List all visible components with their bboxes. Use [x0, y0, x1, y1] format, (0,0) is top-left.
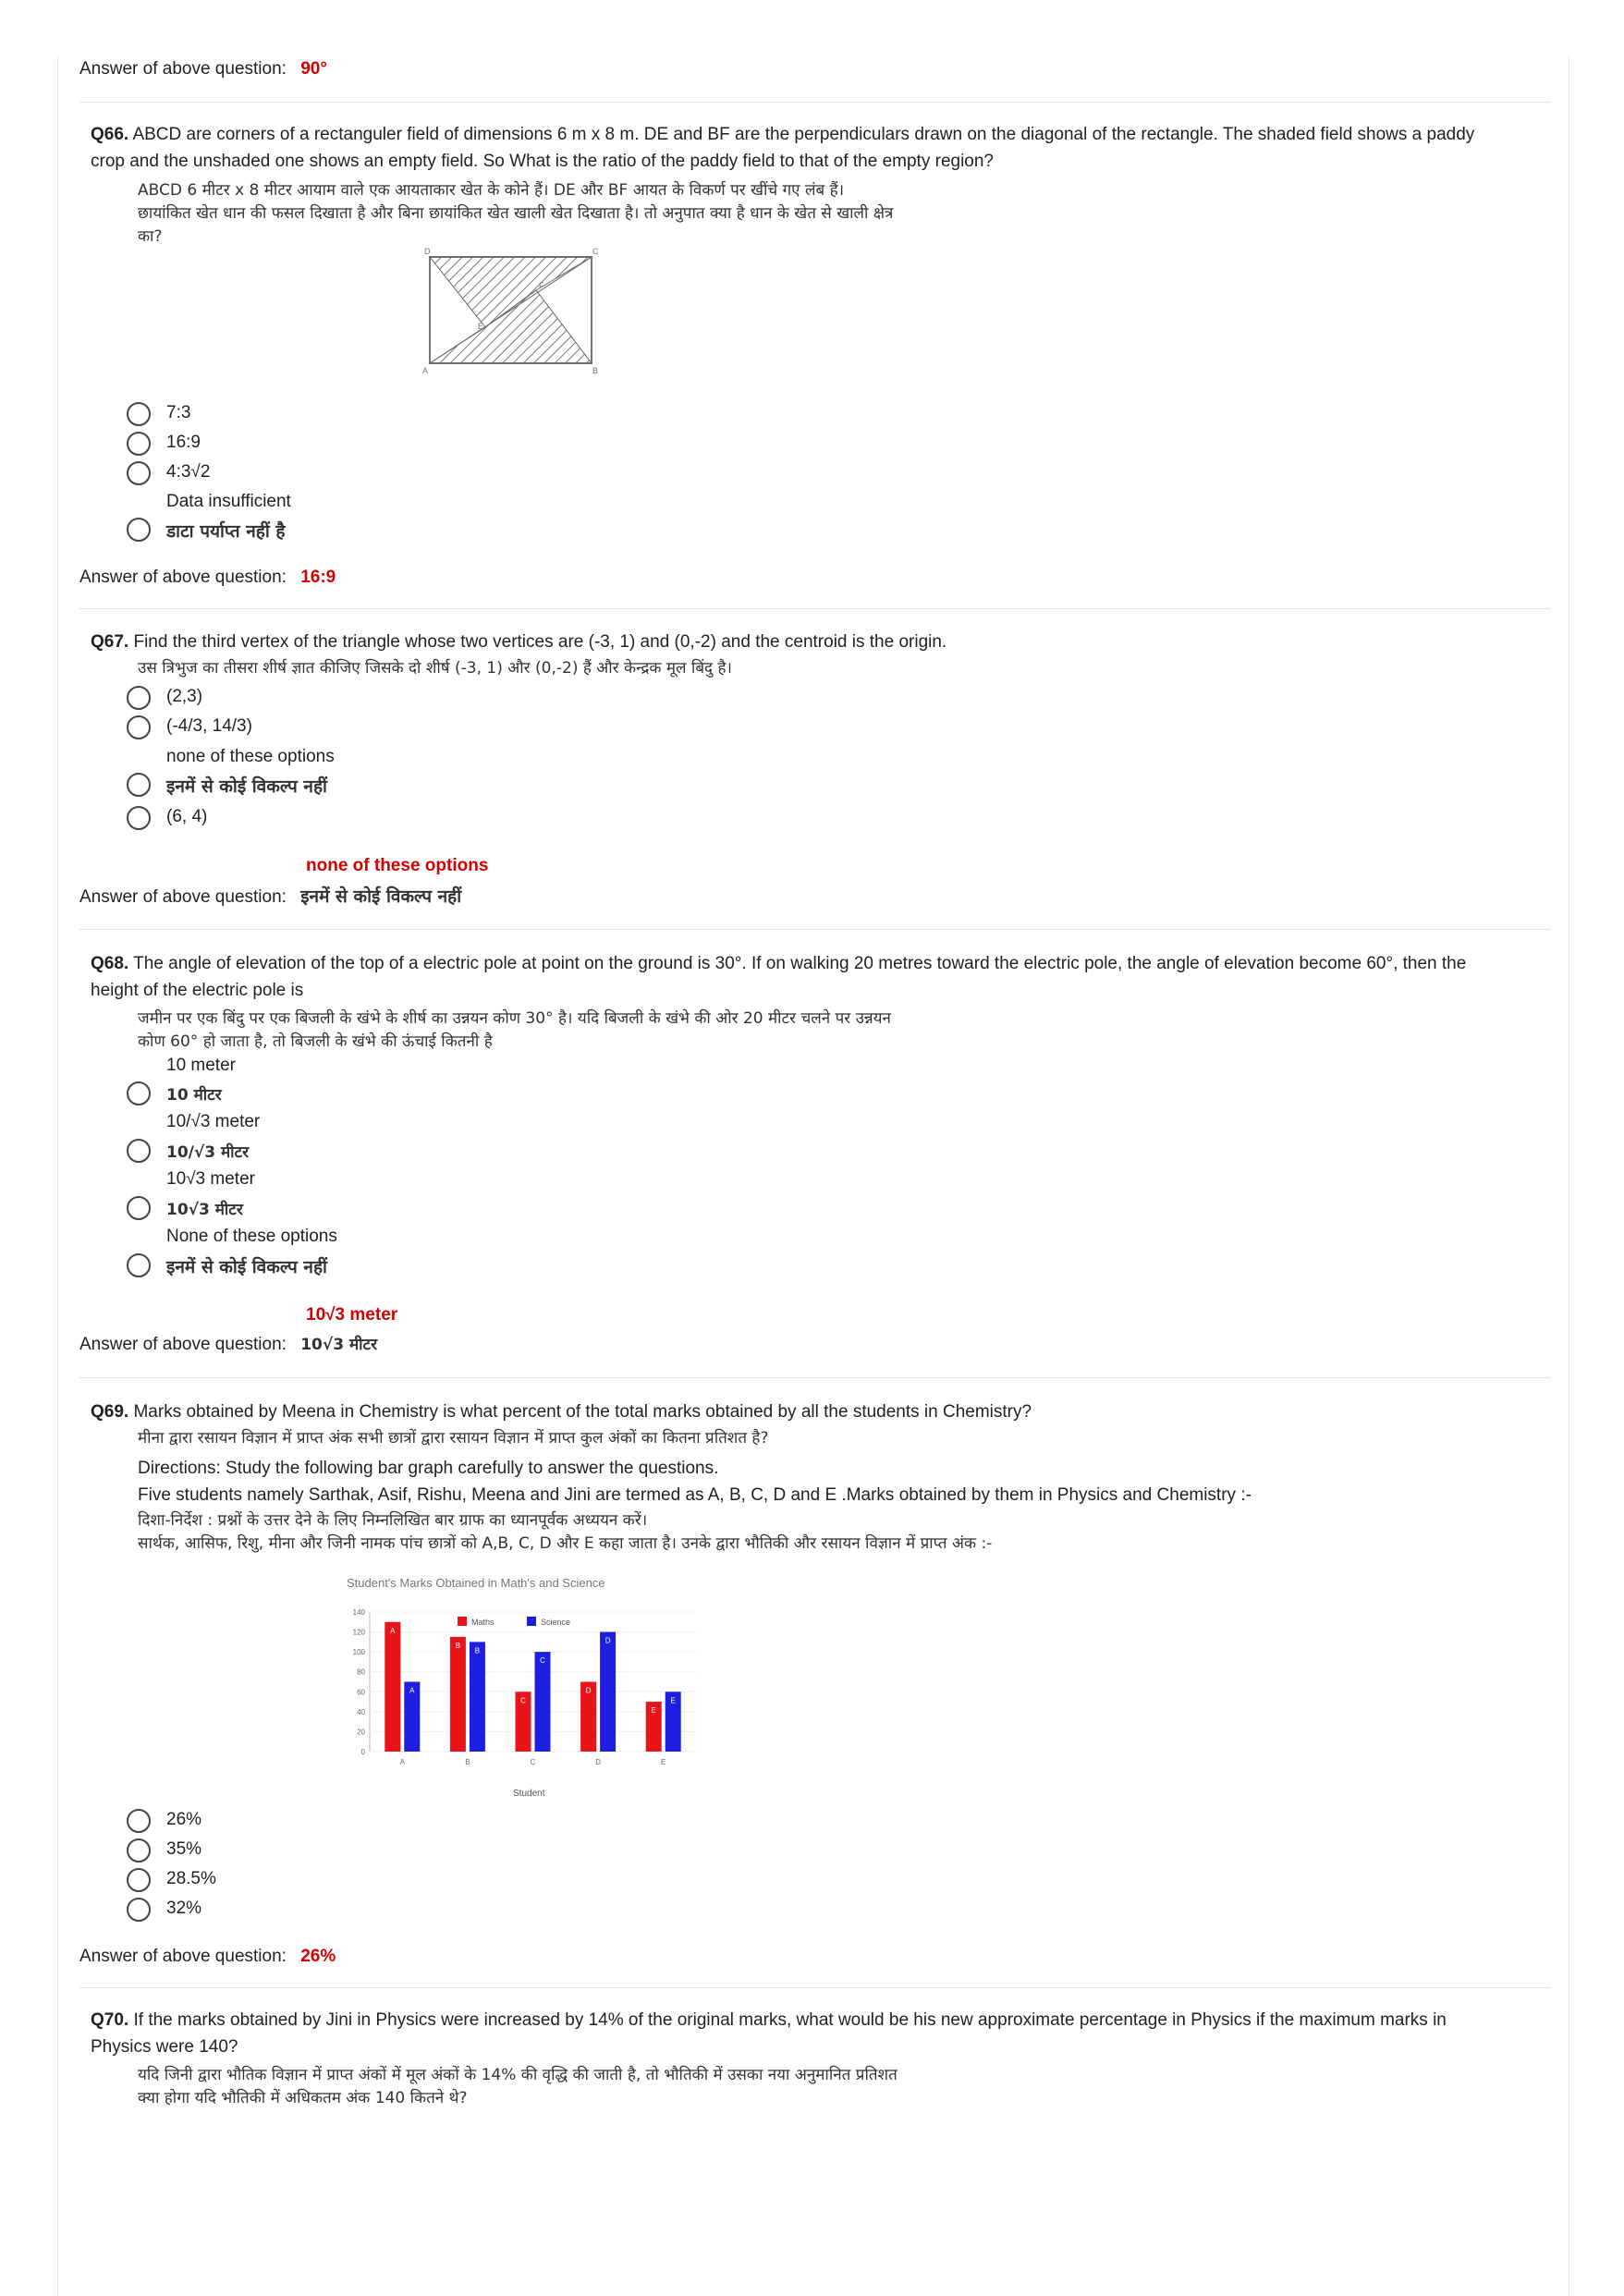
question-body: The angle of elevation of the top of a electric pole at point on the ground is 30°. If on walking 20 metres toward the electric pole, the angle of elevation become 60°, then the height of the electric pole is [91, 954, 1467, 1000]
label-d: D [424, 247, 431, 256]
answer-value: 16:9 [300, 568, 336, 587]
bar-label: A [390, 1626, 396, 1635]
q66-option-2-radio[interactable] [127, 432, 151, 456]
q69-answer [79, 1947, 336, 1967]
q68-text [91, 950, 1496, 1004]
bar-science-b [470, 1642, 485, 1752]
label-f: F [539, 281, 544, 290]
q69-directions: Directions: Study the following bar graph carefully to answer the questions. [138, 1459, 719, 1478]
bar-label: C [540, 1656, 545, 1666]
q69-option-1-radio[interactable] [127, 1809, 151, 1833]
q67-option-3: none of these options [166, 747, 335, 766]
bar-science-d [600, 1632, 616, 1752]
q68-option-7: None of these options [166, 1227, 337, 1246]
q66-option-3-radio[interactable] [127, 461, 151, 485]
x-axis-label: Student [513, 1789, 545, 1799]
label-e: E [478, 322, 484, 331]
q66-option-1-radio[interactable] [127, 402, 151, 426]
q69-option-4: 32% [166, 1899, 202, 1918]
q70-text [91, 2007, 1496, 2060]
legend-maths-label: Maths [471, 1618, 495, 1627]
answer-value: 26% [300, 1947, 336, 1966]
label-b: B [592, 366, 599, 375]
y-tick-label: 20 [357, 1728, 365, 1737]
y-tick-label: 100 [352, 1648, 365, 1657]
answer-value-hindi: इनमें से कोई विकल्प नहीं [300, 886, 462, 907]
q69-hindi-dir-2: सार्थक, आसिफ, रिशु, मीना और जिनी नामक पांच छात्रों को A,B, C, D और E कहा जाता है। उनके द्वारा भौतिकी और रसायन विज्ञान में प्राप्त अंक :- [138, 1534, 993, 1553]
question-body: Find the third vertex of the triangle whose two vertices are (-3, 1) and (0,-2) and the centroid is the origin. [133, 632, 947, 652]
answer-label: Answer of above question: [79, 1947, 287, 1966]
q67-option-2-radio[interactable] [127, 715, 151, 739]
q69-option-2: 35% [166, 1839, 202, 1859]
q69-option-3: 28.5% [166, 1869, 216, 1888]
q69-students: Five students namely Sarthak, Asif, Rishu, Meena and Jini are termed as A, B, C, D and E .Marks obtained by them in Physics and Chemistry :- [138, 1485, 1252, 1505]
q66-hindi-2: छायांकित खेत धान की फसल दिखाता है और बिना छायांकित खेत खाली खेत दिखाता है। तो अनुपात क्या है धान के खेत से खाली क्षेत्र [138, 204, 894, 223]
q69-option-4-radio[interactable] [127, 1898, 151, 1922]
divider [79, 929, 1551, 930]
q67-hindi: उस त्रिभुज का तीसरा शीर्ष ज्ञात कीजिए जिसके दो शीर्ष (-3, 1) और (0,-2) हैं और केन्द्रक मूल बिंदु है। [138, 659, 732, 678]
left-margin-line [57, 55, 58, 2296]
q68-option-3: 10/√3 meter [166, 1112, 261, 1131]
q66-option-2: 16:9 [166, 433, 201, 452]
q67-option-5: (6, 4) [166, 807, 208, 826]
chart-title: Student's Marks Obtained in Math's and Science [347, 1576, 605, 1590]
q66-text [91, 121, 1496, 175]
x-tick-label: A [399, 1758, 405, 1766]
q66-option-4: Data insufficient [166, 492, 291, 511]
answer-label: Answer of above question: [79, 887, 287, 907]
y-tick-label: 0 [360, 1748, 365, 1756]
q68-answer [79, 1333, 377, 1355]
divider [79, 1987, 1551, 1988]
q68-hindi-2: कोण 60° हो जाता है, तो बिजली के खंभे की ऊंचाई कितनी है [138, 1032, 493, 1051]
q67-answer-en: none of these options [306, 856, 489, 875]
q66-rectangle-figure [421, 246, 605, 375]
q69-option-3-radio[interactable] [127, 1868, 151, 1892]
bar-maths-a [385, 1622, 400, 1752]
question-number: Q67. [91, 632, 129, 652]
q68-option-4-radio[interactable] [127, 1139, 151, 1163]
divider [79, 608, 1551, 609]
bar-maths-b [450, 1637, 466, 1752]
q69-option-2-radio[interactable] [127, 1838, 151, 1862]
question-body: If the marks obtained by Jini in Physics were increased by 14% of the original marks, what would be his new approximate percentage in Physics if the maximum marks in Physics were 140? [91, 2010, 1447, 2057]
q69-hindi: मीना द्वारा रसायन विज्ञान में प्राप्त अंक सभी छात्रों द्वारा रसायन विज्ञान में प्राप्त कुल अंकों का कितना प्रतिशत है? [138, 1429, 769, 1447]
legend-science-swatch [527, 1617, 536, 1626]
answer-value: 90° [300, 59, 327, 79]
bar-label: D [585, 1686, 592, 1695]
y-tick-label: 80 [357, 1667, 365, 1677]
q68-option-2-radio[interactable] [127, 1081, 151, 1105]
question-body: ABCD are corners of a rectanguler field of dimensions 6 m x 8 m. DE and BF are the perpendiculars drawn on the diagonal of the rectangle. The shaded field shows a paddy crop and the unshaded one shows an empty field. So What is the ratio of the paddy field to that of the empty region? [91, 125, 1475, 171]
divider [79, 102, 1551, 103]
legend-maths-swatch [458, 1617, 467, 1626]
q68-option-6-radio[interactable] [127, 1196, 151, 1220]
y-tick-label: 140 [352, 1608, 365, 1617]
question-body: Marks obtained by Meena in Chemistry is what percent of the total marks obtained by all the students in Chemistry? [133, 1402, 1032, 1422]
q67-option-1: (2,3) [166, 687, 203, 706]
q69-text [91, 1398, 1496, 1425]
label-c: C [592, 247, 599, 256]
bar-label: D [604, 1636, 611, 1645]
y-tick-label: 120 [352, 1628, 365, 1637]
x-tick-label: C [530, 1758, 536, 1766]
bar-label: E [651, 1706, 656, 1716]
q67-answer [79, 884, 461, 908]
legend-science-label: Science [541, 1618, 571, 1627]
q68-option-1: 10 meter [166, 1056, 236, 1075]
q67-option-4: इनमें से कोई विकल्प नहीं [166, 776, 327, 797]
prev-answer [79, 59, 327, 79]
bar-label: E [670, 1696, 676, 1705]
q68-option-8: इनमें से कोई विकल्प नहीं [166, 1257, 327, 1277]
q67-option-4-radio[interactable] [127, 773, 151, 797]
bar-label: B [474, 1646, 481, 1655]
q68-option-6: 10√3 मीटर [166, 1201, 243, 1219]
answer-value-hindi: 10√3 मीटर [300, 1336, 378, 1354]
q66-option-1: 7:3 [166, 403, 191, 422]
q68-option-4: 10/√3 मीटर [166, 1143, 250, 1162]
x-tick-label: E [661, 1758, 666, 1766]
q69-option-1: 26% [166, 1810, 202, 1829]
q66-answer [79, 568, 336, 588]
q68-option-2: 10 मीटर [166, 1086, 222, 1105]
q67-option-1-radio[interactable] [127, 686, 151, 710]
x-tick-label: D [595, 1758, 601, 1766]
question-number: Q70. [91, 2010, 129, 2030]
y-tick-label: 40 [357, 1707, 365, 1716]
q68-option-8-radio[interactable] [127, 1253, 151, 1277]
label-a: A [422, 366, 429, 375]
q66-option-3: 4:3√2 [166, 462, 211, 482]
q66-option-5: डाटा पर्याप्त नहीं है [166, 521, 286, 542]
q67-text [91, 629, 1496, 655]
q68-hindi-1: जमीन पर एक बिंदु पर एक बिजली के खंभे के शीर्ष का उन्नयन कोण 30° है। यदि बिजली के खंभे की ओर 20 मीटर चलने पर उन्नयन [138, 1009, 891, 1028]
q68-option-5: 10√3 meter [166, 1169, 255, 1189]
answer-label: Answer of above question: [79, 59, 287, 79]
marks-bar-chart [337, 1571, 702, 1802]
q66-hindi-1: ABCD 6 मीटर x 8 मीटर आयाम वाले एक आयताकार खेत के कोने हैं। DE और BF आयत के विकर्ण पर खींचे गए लंब हैं। [138, 181, 845, 200]
question-number: Q68. [91, 954, 129, 973]
q69-hindi-dir-1: दिशा-निर्देश : प्रश्नों के उत्तर देने के लिए निम्नलिखित बार ग्राफ का ध्यानपूर्वक अध्ययन करें। [138, 1511, 648, 1530]
q67-option-2: (-4/3, 14/3) [166, 716, 252, 736]
bar-label: C [520, 1696, 526, 1705]
y-tick-label: 60 [357, 1688, 365, 1697]
q70-hindi-1: यदि जिनी द्वारा भौतिक विज्ञान में प्राप्त अंकों में मूल अंकों के 14% की वृद्धि की जाती है, तो भौतिकी में उसका नया अनुमानित प्रतिशत [138, 2066, 897, 2084]
answer-label: Answer of above question: [79, 1335, 287, 1354]
q67-option-5-radio[interactable] [127, 806, 151, 830]
question-number: Q69. [91, 1402, 129, 1422]
question-number: Q66. [91, 125, 129, 144]
answer-label: Answer of above question: [79, 568, 287, 587]
q66-option-5-radio[interactable] [127, 518, 151, 542]
bar-label: A [409, 1686, 415, 1695]
bar-label: B [455, 1641, 461, 1650]
x-tick-label: B [465, 1758, 470, 1766]
q70-hindi-2: क्या होगा यदि भौतिकी में अधिकतम अंक 140 कितने थे? [138, 2089, 468, 2107]
bar-science-c [535, 1652, 551, 1752]
divider [79, 1377, 1551, 1378]
q68-answer-en: 10√3 meter [306, 1305, 398, 1325]
q66-hindi-3: का? [138, 227, 163, 246]
